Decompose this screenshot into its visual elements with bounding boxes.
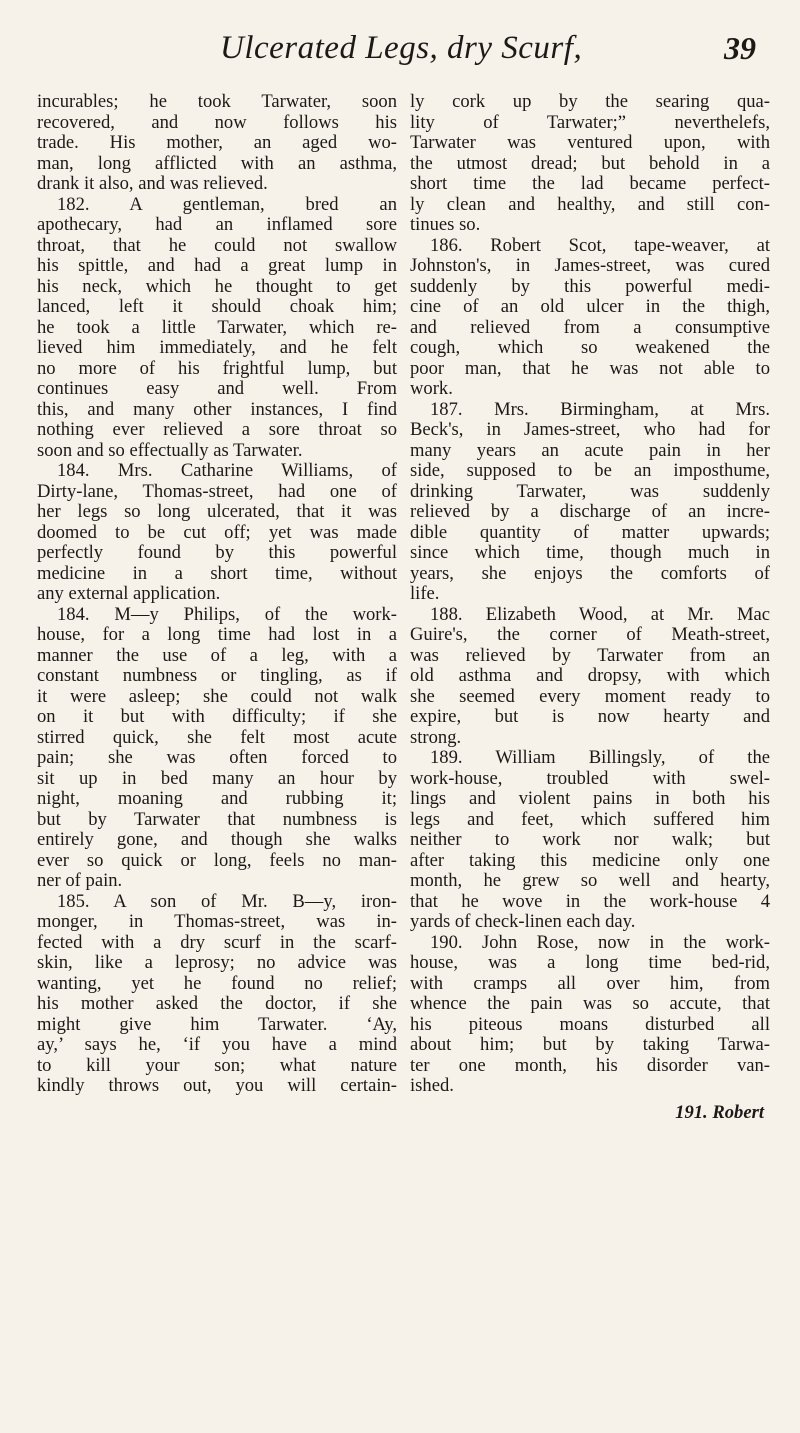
text-line: about him; but by taking Tarwa-: [410, 1034, 770, 1055]
text-line: manner the use of a leg, with a: [37, 644, 397, 666]
text-line: 186. Robert Scot, tape-weaver, at: [430, 234, 770, 256]
text-line: old asthma and dropsy, with which: [410, 665, 770, 686]
text-line: his piteous moans disturbed all: [410, 1013, 770, 1035]
text-line: monger, in Thomas-street, was in-: [37, 911, 397, 932]
text-line: 184. M—y Philips, of the work-: [57, 603, 397, 625]
text-line: doomed to be cut off; yet was made: [37, 521, 397, 543]
text-line: kindly throws out, you will certain-: [37, 1075, 397, 1096]
text-line: perfectly found by this powerful: [37, 542, 397, 563]
catchword: 191. Robert: [675, 1101, 764, 1123]
text-line: medicine in a short time, without: [37, 562, 397, 584]
text-line: the utmost dread; but behold in a: [410, 152, 770, 174]
text-line: drank it also, and was relieved.: [37, 173, 268, 194]
text-line: trade. His mother, an aged wo-: [37, 132, 397, 153]
text-line: no more of his frightful lump, but: [37, 357, 397, 379]
text-line: years, she enjoys the comforts of: [410, 562, 770, 584]
text-line: lanced, left it should choak him;: [37, 296, 397, 317]
text-line: 190. John Rose, now in the work-: [430, 931, 770, 953]
text-line: she seemed every moment ready to: [410, 685, 770, 707]
text-line: night, moaning and rubbing it;: [37, 788, 397, 809]
text-line: apothecary, had an inflamed sore: [37, 214, 397, 235]
text-line: ever so quick or long, feels no man-: [37, 849, 397, 871]
text-line: lity of Tarwater;” neverthelefs,: [410, 111, 770, 133]
text-line: 182. A gentleman, bred an: [57, 193, 397, 215]
text-line: he took a little Tarwater, which re-: [37, 316, 397, 338]
text-line: on it but with difficulty; if she: [37, 706, 397, 727]
text-line: relieved by a discharge of an incre-: [410, 501, 770, 522]
left-column: [37, 92, 397, 1097]
text-line: whence the pain was so accute, that: [410, 993, 770, 1014]
text-line: 184. Mrs. Catharine Williams, of: [57, 460, 397, 481]
text-line: and relieved from a consumptive: [410, 316, 770, 338]
text-line: yards of check-linen each day.: [410, 911, 636, 932]
text-line: poor man, that he was not able to: [410, 357, 770, 379]
text-line: but by Tarwater that numbness is: [37, 808, 397, 830]
text-line: house, for a long time had lost in a: [37, 624, 397, 645]
running-head-title: Ulcerated Legs, dry Scurf,: [220, 30, 583, 66]
text-line: expire, but is now hearty and: [410, 706, 770, 727]
text-line: his neck, which he thought to get: [37, 275, 397, 297]
text-line: since which time, though much in: [410, 542, 770, 563]
text-line: fected with a dry scurf in the scarf-: [37, 931, 397, 953]
text-line: with cramps all over him, from: [410, 972, 770, 994]
text-line: lieved him immediately, and he felt: [37, 337, 397, 358]
text-line: Beck's, in James-street, who had for: [410, 419, 770, 440]
running-head: [0, 30, 800, 70]
text-line: nothing ever relieved a sore throat so: [37, 419, 397, 440]
text-line: ly clean and healthy, and still con-: [410, 193, 770, 215]
text-line: drinking Tarwater, was suddenly: [410, 480, 770, 502]
text-line: soon and so effectually as Tarwater.: [37, 439, 303, 461]
text-line: suddenly by this powerful medi-: [410, 275, 770, 297]
text-line: Johnston's, in James-street, was cured: [410, 255, 770, 276]
text-line: pain; she was often forced to: [37, 747, 397, 768]
text-line: stirred quick, she felt most acute: [37, 726, 397, 748]
text-line: legs and feet, which suffered him: [410, 808, 770, 830]
text-line: neither to work nor walk; but: [410, 829, 770, 850]
text-line: Tarwater was ventured upon, with: [410, 132, 770, 153]
text-line: ished.: [410, 1075, 454, 1096]
text-line: after taking this medicine only one: [410, 849, 770, 871]
text-line: it were asleep; she could not walk: [37, 685, 397, 707]
text-line: recovered, and now follows his: [37, 111, 397, 133]
text-line: ly cork up by the searing qua-: [410, 91, 770, 112]
text-line: man, long afflicted with an asthma,: [37, 152, 397, 174]
text-line: his spittle, and had a great lump in: [37, 255, 397, 276]
text-line: short time the lad became perfect-: [410, 173, 770, 194]
text-line: skin, like a leprosy; no advice was: [37, 952, 397, 973]
text-line: strong.: [410, 726, 462, 748]
text-line: this, and many other instances, I find: [37, 398, 397, 420]
text-line: might give him Tarwater. ‘Ay,: [37, 1013, 397, 1035]
text-line: sit up in bed many an hour by: [37, 767, 397, 789]
text-line: lings and violent pains in both his: [410, 788, 770, 809]
text-line: Guire's, the corner of Meath-street,: [410, 624, 770, 645]
text-line: constant numbness or tingling, as if: [37, 665, 397, 686]
text-line: dible quantity of matter upwards;: [410, 521, 770, 543]
text-line: that he wove in the work-house 4: [410, 890, 770, 912]
text-line: life.: [410, 583, 440, 604]
text-line: entirely gone, and though she walks: [37, 829, 397, 850]
text-line: his mother asked the doctor, if she: [37, 993, 397, 1014]
text-line: to kill your son; what nature: [37, 1054, 397, 1076]
text-line: ter one month, his disorder van-: [410, 1054, 770, 1076]
text-line: 188. Elizabeth Wood, at Mr. Mac: [430, 603, 770, 625]
text-line: month, he grew so well and hearty,: [410, 870, 770, 891]
text-line: any external application.: [37, 583, 221, 604]
text-line: work.: [410, 378, 453, 399]
text-line: house, was a long time bed-rid,: [410, 952, 770, 973]
text-line: Dirty-lane, Thomas-street, had one of: [37, 480, 397, 502]
text-line: throat, that he could not swallow: [37, 234, 397, 256]
text-line: her legs so long ulcerated, that it was: [37, 501, 397, 522]
text-line: ay,’ says he, ‘if you have a mind: [37, 1034, 397, 1055]
text-line: 189. William Billingsly, of the: [430, 747, 770, 768]
text-line: continues easy and well. From: [37, 378, 397, 399]
text-line: tinues so.: [410, 214, 481, 235]
text-line: wanting, yet he found no relief;: [37, 972, 397, 994]
text-line: cough, which so weakened the: [410, 337, 770, 358]
text-line: was relieved by Tarwater from an: [410, 644, 770, 666]
text-line: incurables; he took Tarwater, soon: [37, 91, 397, 112]
text-line: side, supposed to be an imposthume,: [410, 460, 770, 481]
text-line: work-house, troubled with swel-: [410, 767, 770, 789]
text-line: many years an acute pain in her: [410, 439, 770, 461]
text-line: ner of pain.: [37, 870, 123, 891]
text-line: 187. Mrs. Birmingham, at Mrs.: [430, 398, 770, 420]
text-line: cine of an old ulcer in the thigh,: [410, 296, 770, 317]
page-number: 39: [724, 30, 756, 66]
right-column: [410, 92, 770, 1123]
text-line: 185. A son of Mr. B—y, iron-: [57, 890, 397, 912]
